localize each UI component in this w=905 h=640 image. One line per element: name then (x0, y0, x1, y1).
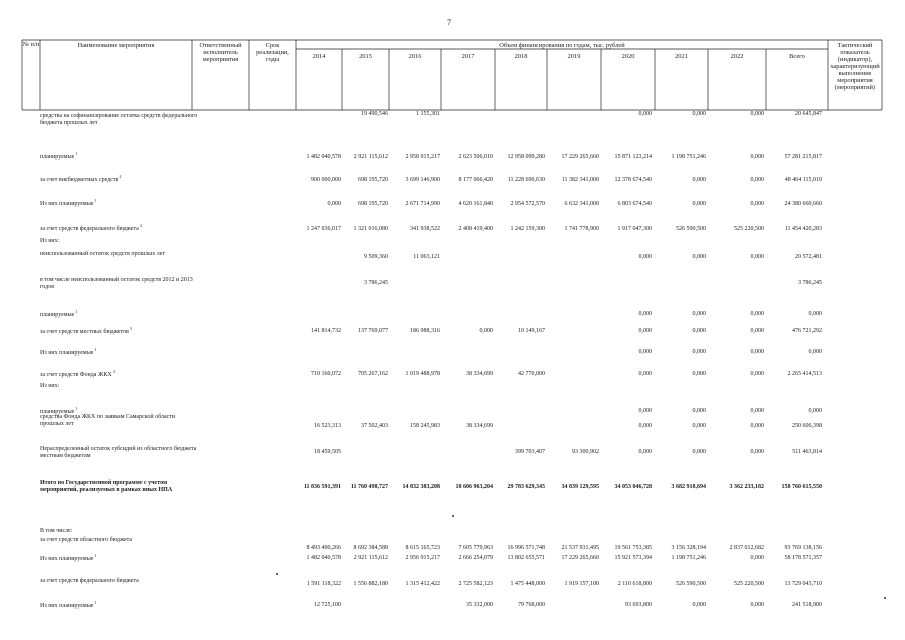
row-label-text: планируемые (40, 154, 75, 160)
cell-value: 0,000 (692, 371, 706, 377)
cell-value: 0,000 (692, 449, 706, 455)
footnote-mark: 4 (138, 223, 142, 228)
cell-value: 38 334,699 (466, 371, 493, 377)
cell-value: 2 954 572,570 (510, 201, 545, 207)
cell-value: 12 725,100 (314, 602, 341, 608)
cell-value: 511 463,814 (792, 449, 822, 455)
row-label-text: В том числе: (40, 528, 73, 534)
cell-value: 29 783 629,345 (507, 484, 545, 490)
cell-value: 0,000 (750, 349, 764, 355)
cell-value: 37 502,403 (361, 423, 388, 429)
cell-value: 1 198 751,246 (671, 154, 706, 160)
row-label (40, 537, 200, 544)
cell-value: 8 177 066,420 (458, 177, 493, 183)
cell-value: 7 605 779,963 (458, 545, 493, 551)
cell-value: 0,000 (750, 311, 764, 317)
row-label (40, 308, 200, 319)
scan-speck (276, 573, 278, 575)
cell-value: 0,000 (638, 371, 652, 377)
cell-value: 1 475 448,000 (510, 581, 545, 587)
cell-value: 6 632 341,000 (564, 201, 599, 207)
cell-value: 0,000 (692, 423, 706, 429)
header-year: 2021 (675, 53, 688, 60)
cell-value: 2 921 115,612 (353, 154, 388, 160)
row-label (40, 552, 200, 563)
cell-value: 18 459,505 (314, 449, 341, 455)
cell-value: 158 760 615,550 (781, 484, 822, 490)
cell-value: 0,000 (808, 408, 822, 414)
row-label (40, 368, 200, 379)
row-label-text: за счет средств местных бюджетов (40, 329, 129, 335)
cell-value: 18 606 963,204 (455, 484, 493, 490)
footnote-mark: 1 (93, 347, 97, 352)
cell-value: 34 839 129,595 (561, 484, 599, 490)
scan-speck (884, 597, 886, 599)
footnote-mark: 1 (93, 198, 97, 203)
cell-value: 58 178 571,357 (784, 555, 822, 561)
row-label-text: за счет средств федерального бюджета (40, 578, 139, 584)
cell-value: 137 769,077 (358, 328, 388, 334)
cell-value: 0,000 (750, 423, 764, 429)
header-year: Всего (789, 53, 805, 60)
row-label-text: Из них планируемые (40, 350, 94, 356)
cell-value: 0,000 (638, 449, 652, 455)
cell-value: 2 837 012,682 (729, 545, 764, 551)
cell-value: 3 786,245 (798, 280, 822, 286)
cell-value: 57 281 215,817 (784, 154, 822, 160)
cell-value: 16 523,313 (314, 423, 341, 429)
row-label (40, 277, 200, 292)
cell-value: 141 814,732 (311, 328, 341, 334)
cell-value: 93 300,902 (572, 449, 599, 455)
cell-value: 14 832 383,208 (402, 484, 440, 490)
scan-speck (452, 515, 454, 517)
cell-value: 48 464 115,010 (784, 177, 822, 183)
cell-value: 705 267,162 (358, 371, 388, 377)
row-label-text: Из них планируемые (40, 201, 94, 207)
cell-value: 698 195,720 (358, 201, 388, 207)
cell-value: 2 725 582,123 (458, 581, 493, 587)
cell-value: 710 160,072 (311, 371, 341, 377)
row-label-text: за счет внебюджетных средств (40, 177, 119, 183)
cell-value: 0,000 (750, 154, 764, 160)
cell-value: 19 490,546 (361, 111, 388, 117)
row-label (40, 325, 200, 336)
cell-value: 2 958 915,217 (405, 154, 440, 160)
cell-value: 11 063,121 (413, 254, 440, 260)
cell-value: 0,000 (750, 602, 764, 608)
cell-value: 0,000 (638, 328, 652, 334)
cell-value: 0,000 (808, 349, 822, 355)
cell-value: 24 380 660,660 (784, 201, 822, 207)
cell-value: 0,000 (638, 423, 652, 429)
cell-value: 0,000 (327, 201, 341, 207)
cell-value: 93 769 138,156 (784, 545, 822, 551)
header-financing: Объем финансирования по годам, тыс. рублей (499, 42, 625, 49)
cell-value: 38 334,699 (466, 423, 493, 429)
cell-value: 0,000 (692, 111, 706, 117)
cell-value: 17 229 265,660 (561, 555, 599, 561)
row-label-text: Из них: (40, 238, 60, 244)
cell-value: 0,000 (750, 201, 764, 207)
cell-value: 8 493 490,266 (306, 545, 341, 551)
cell-value: 13 729 043,710 (784, 581, 822, 587)
cell-value: 2 110 618,800 (617, 581, 652, 587)
cell-value: 0,000 (638, 111, 652, 117)
header-year: 2014 (312, 53, 326, 60)
cell-value: 11 228 690,630 (507, 177, 545, 183)
cell-value: 16 996 571,748 (507, 545, 545, 551)
cell-value: 476 721,292 (792, 328, 822, 334)
row-label-text: планируемые (40, 312, 75, 318)
cell-value: 900 000,000 (311, 177, 341, 183)
footnote-mark: 2 (118, 174, 122, 179)
cell-value: 9 509,360 (364, 254, 388, 260)
cell-value: 250 606,398 (792, 423, 822, 429)
header-year: 2015 (359, 53, 372, 60)
cell-value: 526 590,500 (676, 581, 706, 587)
row-label (40, 197, 200, 208)
header-year: 2022 (730, 53, 744, 60)
cell-value: 0,000 (692, 408, 706, 414)
cell-value: 341 938,522 (410, 226, 440, 232)
cell-value: 0,000 (479, 328, 493, 334)
header-name: Наименование мероприятия (77, 42, 155, 49)
row-label-text: средства Фонда ЖКХ по заявкам Самарской области прошлых лет (40, 414, 176, 428)
cell-value: 2 265 414,513 (787, 371, 822, 377)
row-label (40, 173, 200, 184)
footnote-mark: 1 (74, 309, 78, 314)
cell-value: 0,000 (638, 349, 652, 355)
cell-value: 0,000 (750, 449, 764, 455)
cell-value: 0,000 (750, 177, 764, 183)
cell-value: 1 247 036,017 (306, 226, 341, 232)
header-year: 2018 (514, 53, 528, 60)
header-executor: Ответственный исполнитель мероприятия (199, 42, 242, 63)
row-label (40, 222, 200, 233)
footnote-mark: 1 (93, 553, 97, 558)
header-year: 2016 (408, 53, 422, 60)
cell-value: 2 921 115,612 (353, 555, 388, 561)
cell-value: 158 245,983 (410, 423, 440, 429)
cell-value: 3 786,245 (364, 280, 388, 286)
header-year: 2020 (621, 53, 635, 60)
cell-value: 186 988,316 (410, 328, 440, 334)
header-num: № п/п (22, 41, 40, 48)
cell-value: 11 760 498,727 (350, 484, 388, 490)
cell-value: 0,000 (692, 349, 706, 355)
cell-value: 11 836 591,391 (303, 484, 341, 490)
cell-value: 0,000 (750, 408, 764, 414)
row-label-text: за счет средств Фонда ЖКХ (40, 372, 112, 378)
cell-value: 1 242 159,300 (510, 226, 545, 232)
row-label (40, 414, 200, 429)
row-label (40, 150, 200, 161)
cell-value: 1 315 412,422 (405, 581, 440, 587)
cell-value: 4 620 161,840 (458, 201, 493, 207)
cell-value: 2 666 254,079 (458, 555, 493, 561)
row-label (40, 446, 200, 461)
row-label-text: Нераспределенный остаток субсидий из областного бюджета местным бюджетам (40, 446, 197, 460)
row-label (40, 251, 200, 258)
footnote-mark: 1 (74, 406, 78, 411)
row-label-text: Из них планируемые (40, 603, 94, 609)
cell-value: 0,000 (692, 201, 706, 207)
cell-value: 1 482 040,578 (306, 154, 341, 160)
row-label (40, 599, 200, 610)
cell-value: 13 802 655,571 (507, 555, 545, 561)
cell-value: 1 556 882,180 (353, 581, 388, 587)
cell-value: 0,000 (808, 311, 822, 317)
cell-value: 241 518,900 (792, 602, 822, 608)
cell-value: 2 956 915,217 (405, 555, 440, 561)
row-label-text: средства на софинансирование остатка средств федерального бюджета прошлых лет (40, 113, 198, 127)
row-label-text: за счет средств областного бюджета (40, 537, 133, 543)
row-label (40, 113, 200, 128)
cell-value: 3 362 233,182 (729, 484, 764, 490)
cell-value: 1 591 118,322 (306, 581, 341, 587)
cell-value: 0,000 (638, 311, 652, 317)
cell-value: 3 682 918,694 (671, 484, 706, 490)
cell-value: 1 321 016,080 (353, 226, 388, 232)
header-year: 2017 (461, 53, 475, 60)
cell-value: 20 572,481 (795, 254, 822, 260)
cell-value: 10 149,167 (518, 328, 545, 334)
footnote-mark: 3 (128, 326, 132, 331)
footnote-mark: 4 (111, 369, 115, 374)
cell-value: 15 921 573,394 (614, 555, 652, 561)
row-label-text: Итого по Государственной программе с учетом мероприятий, реализуемых в рамках иных НПА (40, 480, 173, 494)
cell-value: 0,000 (750, 371, 764, 377)
cell-value: 0,000 (750, 555, 764, 561)
cell-value: 2 408 419,400 (458, 226, 493, 232)
cell-value: 12 378 674,540 (614, 177, 652, 183)
cell-value: 525 220,500 (734, 581, 764, 587)
cell-value: 1 919 157,100 (564, 581, 599, 587)
row-label (40, 578, 200, 585)
cell-value: 35 332,000 (466, 602, 493, 608)
cell-value: 2 623 506,010 (458, 154, 493, 160)
row-label-text: Из них планируемые (40, 556, 94, 562)
cell-value: 0,000 (692, 602, 706, 608)
page-number: 7 (447, 18, 451, 27)
cell-value: 6 803 674,540 (617, 201, 652, 207)
cell-value: 15 871 123,214 (614, 154, 652, 160)
header-indicator: Тактический показатель (индикатор), характеризующий выполнение мероприятия (мероприятий) (830, 42, 880, 91)
cell-value: 1 482 040,578 (306, 555, 341, 561)
row-label (40, 480, 200, 495)
row-label-text: за счет средств федерального бюджета (40, 226, 139, 232)
cell-value: 8 692 384,588 (353, 545, 388, 551)
cell-value: 11 454 420,283 (784, 226, 822, 232)
cell-value: 1 155,301 (416, 111, 440, 117)
row-label-text: планируемые (40, 409, 75, 415)
header-year: 2019 (567, 53, 581, 60)
cell-value: 17 229 265,660 (561, 154, 599, 160)
cell-value: 0,000 (750, 328, 764, 334)
row-label-text: Из них: (40, 383, 60, 389)
cell-value: 698 195,720 (358, 177, 388, 183)
cell-value: 1 741 778,900 (564, 226, 599, 232)
cell-value: 12 958 099,280 (507, 154, 545, 160)
row-label-text: неиспользованный остаток средств прошлых лет (40, 251, 166, 257)
cell-value: 34 053 046,728 (614, 484, 652, 490)
cell-value: 0,000 (692, 254, 706, 260)
cell-value: 1 019 488,978 (405, 371, 440, 377)
cell-value: 3 156 328,194 (671, 545, 706, 551)
header-term: Срок реализации, годы (256, 42, 289, 63)
row-label-text: в том числе неиспользованный остаток средств 2012 и 2013 годов (40, 277, 193, 291)
footnote-mark: 1 (74, 151, 78, 156)
row-label (40, 383, 200, 390)
cell-value: 0,000 (692, 328, 706, 334)
cell-value: 0,000 (638, 408, 652, 414)
cell-value: 0,000 (638, 254, 652, 260)
cell-value: 8 615 165,723 (405, 545, 440, 551)
footnote-mark: 1 (93, 600, 97, 605)
cell-value: 42 770,000 (518, 371, 545, 377)
cell-value: 0,000 (750, 254, 764, 260)
cell-value: 1 917 047,300 (617, 226, 652, 232)
cell-value: 93 693,800 (625, 602, 652, 608)
cell-value: 0,000 (692, 311, 706, 317)
cell-value: 0,000 (750, 111, 764, 117)
cell-value: 3 699 146,900 (405, 177, 440, 183)
cell-value: 20 645,847 (795, 111, 822, 117)
cell-value: 2 671 714,990 (405, 201, 440, 207)
cell-value: 21 537 931,495 (561, 545, 599, 551)
row-label (40, 238, 200, 245)
cell-value: 525 220,500 (734, 226, 764, 232)
cell-value: 399 703,407 (515, 449, 545, 455)
cell-value: 526 590,500 (676, 226, 706, 232)
cell-value: 1 198 751,246 (671, 555, 706, 561)
row-label (40, 346, 200, 357)
cell-value: 0,000 (692, 177, 706, 183)
cell-value: 11 382 341,000 (561, 177, 599, 183)
cell-value: 19 561 753,385 (614, 545, 652, 551)
cell-value: 79 768,000 (518, 602, 545, 608)
row-label (40, 528, 200, 535)
